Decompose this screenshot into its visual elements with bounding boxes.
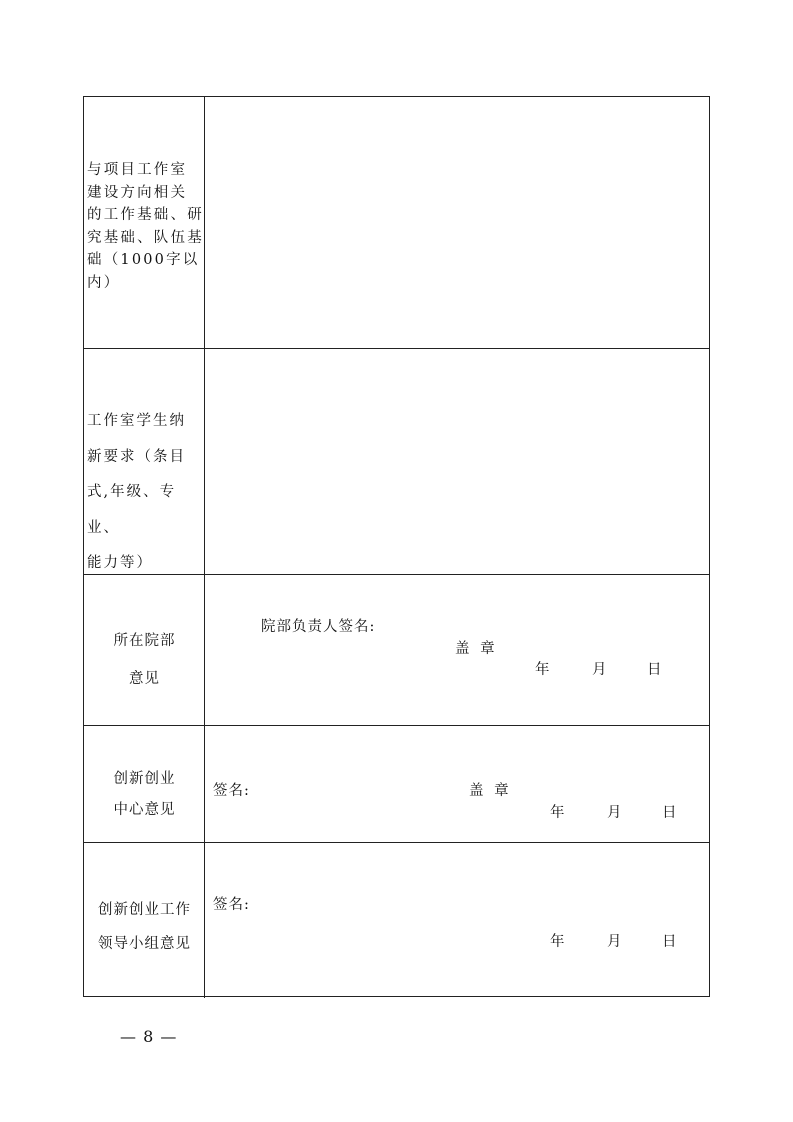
label-cell bbox=[84, 349, 205, 574]
application-form-table bbox=[83, 96, 710, 997]
row-leadership-group-opinion bbox=[84, 842, 709, 998]
recruitment-requirements-content[interactable] bbox=[205, 349, 709, 574]
innovation-center-opinion-label: 创新创业 中心意见 bbox=[113, 771, 176, 818]
label-cell bbox=[84, 97, 205, 348]
innovation-center-signature-label: 签名: bbox=[213, 783, 250, 799]
row-recruitment-requirements bbox=[84, 348, 709, 574]
leadership-group-opinion-content bbox=[205, 843, 709, 998]
department-date-year: 年 bbox=[535, 662, 550, 678]
leadership-group-date-month: 月 bbox=[607, 934, 622, 950]
leadership-group-opinion-label: 创新创业工作 领导小组意见 bbox=[98, 902, 191, 952]
work-foundation-label: 与项目工作室 建设方向相关 的工作基础、研 究基础、队伍基 础（1000字以 内） bbox=[87, 162, 204, 291]
leadership-group-signature-label: 签名: bbox=[213, 897, 250, 913]
innovation-center-date-day: 日 bbox=[662, 805, 677, 821]
innovation-center-date-month: 月 bbox=[607, 805, 622, 821]
row-innovation-center-opinion bbox=[84, 725, 709, 842]
work-foundation-content[interactable] bbox=[205, 97, 709, 348]
row-work-foundation bbox=[84, 97, 709, 348]
department-signature-label: 院部负责人签名: bbox=[261, 619, 376, 635]
leadership-group-date-day: 日 bbox=[662, 934, 677, 950]
department-date-month: 月 bbox=[592, 662, 607, 678]
label-cell bbox=[84, 575, 205, 725]
label-cell bbox=[84, 726, 205, 842]
page-number: — 8 — bbox=[120, 1027, 178, 1046]
label-cell bbox=[84, 843, 205, 998]
department-date-day: 日 bbox=[647, 662, 662, 678]
innovation-center-date-year: 年 bbox=[550, 805, 565, 821]
innovation-center-opinion-content bbox=[205, 726, 709, 842]
row-department-opinion bbox=[84, 574, 709, 725]
recruitment-requirements-label: 工作室学生纳 新要求（条目 式,年级、专业、 能力等） bbox=[87, 413, 186, 571]
department-opinion-content bbox=[205, 575, 709, 725]
innovation-center-stamp-label: 盖 章 bbox=[469, 783, 512, 799]
department-opinion-label: 所在院部 意见 bbox=[113, 633, 176, 687]
department-stamp-label: 盖 章 bbox=[455, 641, 498, 657]
leadership-group-date-year: 年 bbox=[550, 934, 565, 950]
